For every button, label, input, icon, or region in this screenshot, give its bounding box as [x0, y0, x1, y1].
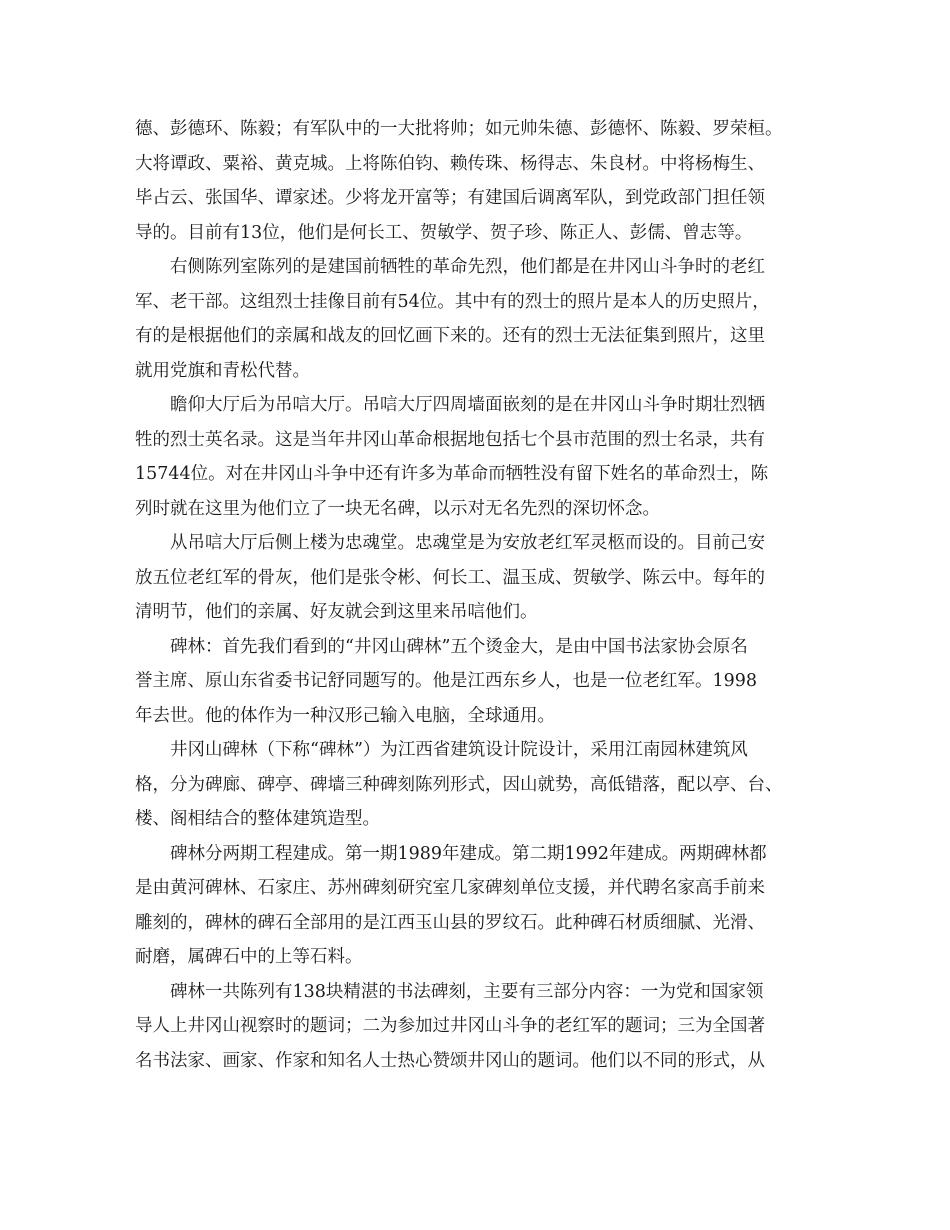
text-line: 导人上井冈山视察时的题词；二为参加过井冈山斗争的老红军的题词；三为全国著 [135, 1016, 765, 1036]
text-line: 年去世。他的体作为一种汉形己输入电脑，全球通用。 [135, 705, 555, 726]
text-line: 清明节，他们的亲属、好友就会到这里来吊唁他们。 [135, 602, 538, 622]
paragraph-1 [135, 112, 825, 250]
text-line: 放五位老红军的骨灰，他们是张令彬、何长工、温玉成、贺敏学、陈云中。每年的 [135, 567, 765, 588]
paragraph-8 [135, 975, 825, 1079]
text-line: 誉主席、原山东省委书记舒同题写的。他是江西东乡人，也是一位老红军。1998 [135, 671, 758, 691]
text-line: 毕占云、张国华、谭家述。少将龙开富等；有建国后调离军队，到党政部门担任领 [135, 188, 765, 208]
text-line: 有的是根据他们的亲属和战友的回忆画下来的。还有的烈士无法征集到照片，这里 [135, 326, 765, 346]
text-line: 耐磨，属碑石中的上等石料。 [135, 947, 363, 967]
paragraph-5 [135, 630, 825, 734]
text-line: 名书法家、画家、作家和知名人士热心赞颂井冈山的题词。他们以不同的形式，从 [135, 1050, 765, 1071]
paragraph-3 [135, 388, 825, 526]
text-line: 大将谭政、粟裕、黄克城。上将陈伯钧、赖传珠、杨得志、朱良材。中将杨梅生、 [135, 153, 765, 174]
text-line: 瞻仰大厅后为吊唁大厅。吊唁大厅四周墙面嵌刻的是在井冈山斗争时期壮烈牺 [170, 395, 765, 415]
text-line: 右侧陈列室陈列的是建国前牺牲的革命先烈，他们都是在井冈山斗争时的老红 [170, 257, 765, 277]
text-line: 就用党旗和青松代替。 [135, 360, 310, 381]
text-line: 雕刻的，碑林的碑石全部用的是江西玉山县的罗纹石。此种碑石材质细腻、光滑、 [135, 912, 765, 933]
paragraph-2 [135, 250, 825, 388]
text-line: 15744位。对在井冈山斗争中还有许多为革命而牺牲没有留下姓名的革命烈士，陈 [135, 464, 769, 484]
paragraph-4 [135, 526, 825, 630]
body-text [135, 112, 825, 1078]
text-line: 碑林分两期工程建成。第一期1989年建成。第二期1992年建成。两期碑林都 [170, 843, 767, 864]
paragraph-6 [135, 733, 825, 837]
text-line: 井冈山碑林（下称“碑林”）为江西省建筑设计院设计，采用江南园林建筑风 [170, 740, 748, 760]
text-line: 从吊唁大厅后侧上楼为忠魂堂。忠魂堂是为安放老红军灵柩而设的。目前己安 [170, 533, 765, 553]
text-line: 楼、阁相结合的整体建筑造型。 [135, 809, 380, 829]
text-line: 碑林一共陈列有138块精湛的书法碑刻，主要有三部分内容：一为党和国家领 [170, 981, 764, 1002]
text-line: 碑林：首先我们看到的“井冈山碑林”五个烫金大，是由中国书法家协会原名 [170, 636, 748, 657]
text-line: 导的。目前有13位，他们是何长工、贺敏学、贺子珍、陈正人、彭儒、曾志等。 [135, 222, 753, 243]
text-line: 列时就在这里为他们立了一块无名碑，以示对无名先烈的深切怀念。 [135, 498, 660, 519]
paragraph-7 [135, 837, 825, 975]
text-line: 是由黄河碑林、石家庄、苏州碑刻研究室几家碑刻单位支援，并代聘名家高手前来 [135, 878, 765, 898]
text-line: 军、老干部。这组烈士挂像目前有54位。其中有的烈士的照片是本人的历史照片， [135, 291, 770, 312]
text-line: 格，分为碑廊、碑亭、碑墙三种碑刻陈列形式，因山就势，高低错落，配以亭、台、 [135, 774, 783, 795]
text-line: 牲的烈士英名录。这是当年井冈山革命根据地包括七个县市范围的烈士名录，共有 [135, 429, 765, 450]
text-line: 德、彭德环、陈毅；有军队中的一大批将帅；如元帅朱德、彭德怀、陈毅、罗荣桓。 [135, 119, 783, 139]
